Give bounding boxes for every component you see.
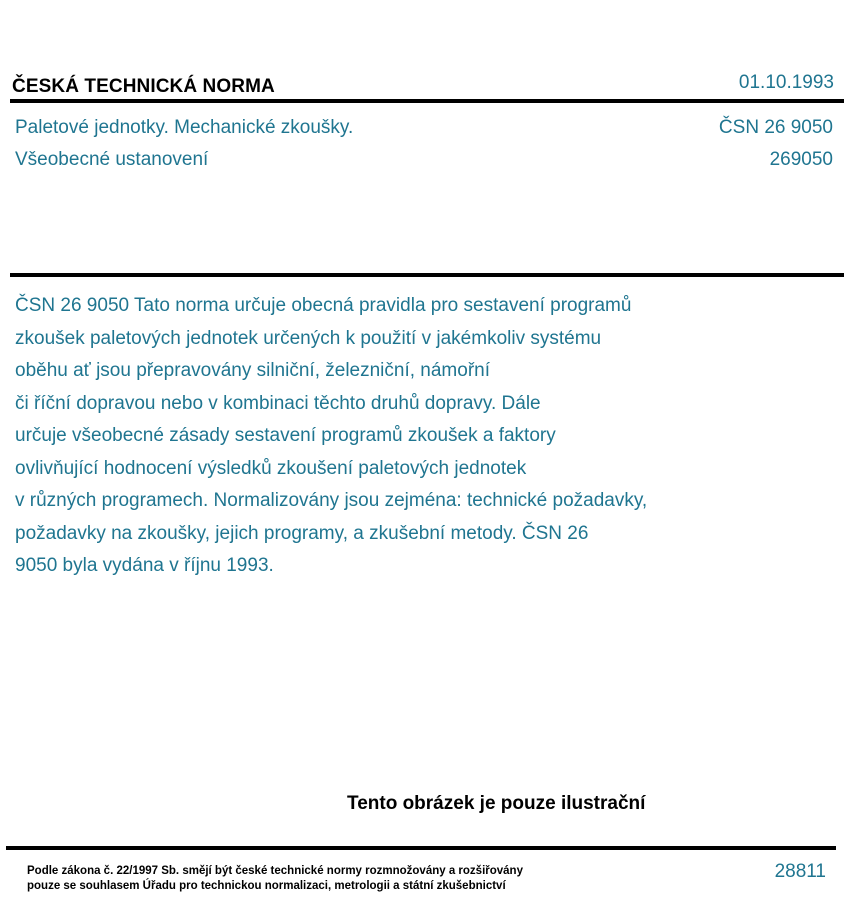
- abstract-line: ČSN 26 9050 Tato norma určuje obecná pravidla pro sestavení programů: [15, 295, 632, 316]
- abstract-text: [15, 290, 775, 583]
- footer-divider: [6, 846, 836, 850]
- issue-date: 01.10.1993: [738, 72, 834, 93]
- standard-subtitle: Všeobecné ustanovení: [15, 149, 209, 170]
- abstract-line: ovlivňující hodnocení výsledků zkoušení paletových jednotek: [15, 457, 527, 479]
- legal-notice-line: Podle zákona č. 22/1997 Sb. smějí být české technické normy rozmnožovány a rozšiřovány: [27, 865, 523, 877]
- abstract-line: 9050 byla vydána v říjnu 1993.: [15, 555, 274, 576]
- standard-class-number: 269050: [769, 149, 833, 170]
- abstract-line: požadavky na zkoušky, jejich programy, a zkušební metody. ČSN 26: [15, 522, 589, 544]
- abstract-line: určuje všeobecné zásady sestavení programů zkoušek a faktory: [15, 425, 556, 446]
- abstract-line: zkoušek paletových jednotek určených k použití v jakémkoliv systému: [15, 327, 602, 349]
- section-divider: [10, 273, 844, 277]
- standard-code: ČSN 26 9050: [718, 117, 833, 138]
- legal-notice-line: pouze se souhlasem Úřadu pro technickou normalizaci, metrologii a státní zkušebnictví: [27, 880, 506, 892]
- document-number: 28811: [774, 861, 826, 882]
- abstract-line: či říční dopravou nebo v kombinaci těchto druhů dopravy. Dále: [15, 392, 541, 414]
- abstract-line: oběhu ať jsou přepravovány silniční, železniční, námořní: [15, 360, 490, 381]
- illustration-note: Tento obrázek je pouze ilustrační: [347, 793, 646, 814]
- document-type-title: ČESKÁ TECHNICKÁ NORMA: [12, 76, 275, 97]
- header-divider: [10, 99, 844, 103]
- legal-notice: [27, 864, 523, 894]
- standard-title: Paletové jednotky. Mechanické zkoušky.: [15, 117, 354, 138]
- abstract-line: v různých programech. Normalizovány jsou zejména: technické požadavky,: [15, 490, 648, 511]
